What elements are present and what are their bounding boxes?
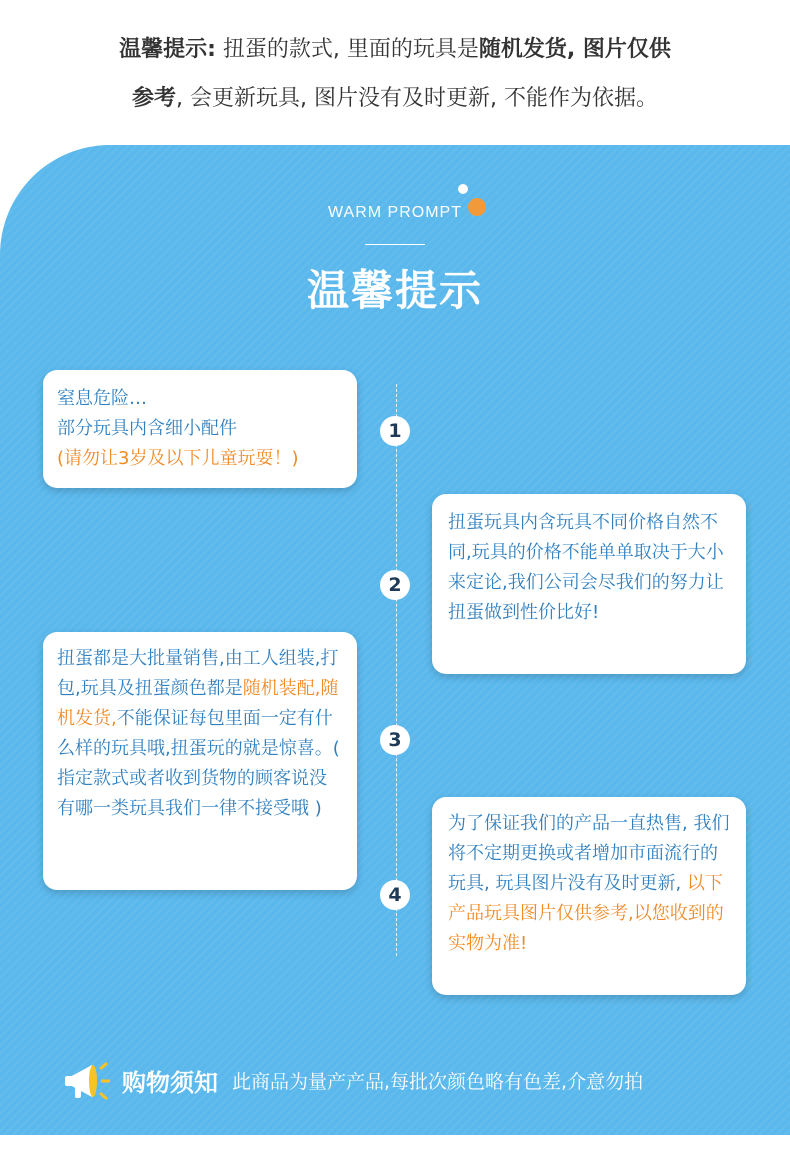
card3-text-b: 不能保证每包里面一定有什么样的玩具哦,扭蛋玩的就是惊喜。( 指定款式或者收到货物的顾客说没有哪一类玩具我们一律不接受哦 ) <box>57 708 340 819</box>
top-notice-line-1 <box>0 25 790 74</box>
card3-text <box>57 644 343 824</box>
card1-line-2: 部分玩具内含细小配件 <box>57 418 237 439</box>
notice-label: 温馨提示: <box>119 37 216 62</box>
timeline-line <box>396 384 397 956</box>
card-random-shipping <box>43 632 357 890</box>
step-badge-3: 3 <box>380 725 410 755</box>
notice-text: 扭蛋的款式, 里面的玩具是 <box>215 37 479 62</box>
step-badge-1: 1 <box>380 416 410 446</box>
step-badge-2: 2 <box>380 570 410 600</box>
top-notice <box>0 0 790 150</box>
step-badge-4: 4 <box>380 880 410 910</box>
decor-dot-icon <box>458 184 468 194</box>
footer-text: 此商品为量产产品,每批次颜色略有色差,介意勿拍 <box>232 1070 644 1093</box>
title-divider <box>365 244 425 245</box>
card4-text <box>448 809 732 959</box>
card4-text-a: 为了保证我们的产品一直热售, 我们将不定期更换或者增加市面流行的玩具, 玩具图片没有及时更新, <box>448 813 730 894</box>
notice-text-2: , 会更新玩具, 图片没有及时更新, 不能作为依据。 <box>176 86 658 111</box>
decor-orange-dot-icon <box>468 198 486 216</box>
megaphone-icon <box>62 1055 112 1105</box>
card3-text-a: 扭蛋都是大批量销售,由工人组装,打包,玩具及扭蛋颜色都是 <box>57 648 339 699</box>
notice-emphasis-2: 参考 <box>132 86 177 111</box>
top-notice-line-2 <box>0 74 790 123</box>
card4-highlight: 以下产品玩具图片仅供参考,以您收到的实物为准! <box>448 873 724 954</box>
notice-emphasis: 随机发货, 图片仅供 <box>478 37 671 62</box>
card-update-note <box>432 797 746 995</box>
card1-line-1: 窒息危险… <box>57 388 147 409</box>
eyebrow-text: WARM PROMPT <box>328 204 462 221</box>
card-price-note <box>432 494 746 674</box>
card-choking-warning <box>43 370 357 488</box>
shopping-notice <box>62 1055 643 1105</box>
card1-line-3: (请勿让3岁及以下儿童玩耍！) <box>57 448 299 469</box>
bottom-strip <box>0 1135 790 1168</box>
footer-title: 购物须知 <box>122 1068 218 1097</box>
page-title: 温馨提示 <box>306 266 483 315</box>
card3-highlight: 随机装配,随机发货, <box>57 678 339 729</box>
card2-text: 扭蛋玩具内含玩具不同价格自然不同,玩具的价格不能单单取决于大小来定论,我们公司会尽我们的努力让扭蛋做到性价比好! <box>448 512 724 623</box>
